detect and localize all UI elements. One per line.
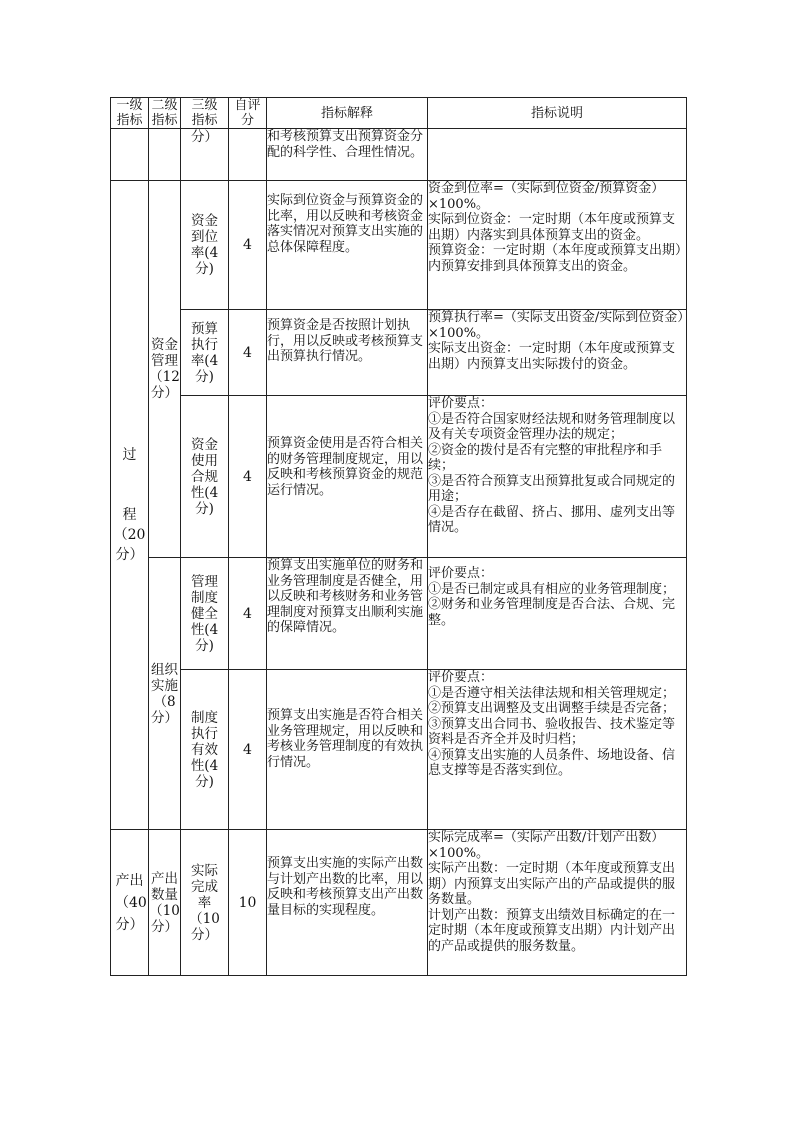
table-row: [111, 310, 687, 396]
table-row: [111, 558, 687, 670]
table-row: [111, 830, 687, 976]
table-row: [111, 396, 687, 558]
cell-explain: 预算支出实施是否符合相关业务管理规定，用以反映和考核业务管理制度的有效执行情况。: [267, 670, 428, 830]
cell-level3: 资金 使用 合规 性(4 分): [181, 396, 229, 558]
cell-score: 4: [229, 396, 267, 558]
cell-desc: 实际完成率=（实际产出数/计划产出数）×100%。 实际产出数：一定时期（本年度或预算支出期）内预算支出实际产出的产品或提供的服务数量。 计划产出数：预算支出绩效目标确定的在一定时期（本年度或预算支出期）内计划产出的产品或提供的服务数量。: [428, 830, 687, 976]
header-level2: 二级 指标: [149, 98, 181, 129]
cell-level3: 管理 制度 健全 性(4 分): [181, 558, 229, 670]
evaluation-table: [110, 97, 687, 976]
cell-score: 4: [229, 181, 267, 310]
cell-empty: [149, 129, 181, 181]
cell-level1-process: 过 程 （20 分）: [111, 181, 149, 830]
cell-level3: 分）: [181, 129, 229, 181]
table-row: [111, 181, 687, 310]
header-row: [111, 98, 687, 129]
cell-explain: 和考核预算支出预算资金分配的科学性、合理性情况。: [267, 129, 428, 181]
header-level3: 三级 指标: [181, 98, 229, 129]
cell-score: 4: [229, 670, 267, 830]
cell-explain: 实际到位资金与预算资金的比率，用以反映和考核资金落实情况对预算支出实施的总体保障程度。: [267, 181, 428, 310]
table-row: [111, 129, 687, 181]
cell-explain: 预算支出实施的实际产出数与计划产出数的比率，用以反映和考核预算支出产出数量目标的实现程度。: [267, 830, 428, 976]
header-level1: 一级 指标: [111, 98, 149, 129]
cell-desc: 评价要点： ①是否符合国家财经法规和财务管理制度以及有关专项资金管理办法的规定； ②资金的拨付是否有完整的审批程序和手续； ③是否符合预算支出预算批复或合同规定的用途； ④是否存在截留、挤占、挪用、虚列支出等情况。: [428, 396, 687, 558]
header-desc: 指标说明: [428, 98, 687, 129]
cell-score: 10: [229, 830, 267, 976]
cell-desc: 预算执行率=（实际支出资金/实际到位资金）×100%。 实际支出资金：一定时期（本年度或预算支出期）内预算支出实际拨付的资金。: [428, 310, 687, 396]
cell-level3: 资金 到位 率(4 分): [181, 181, 229, 310]
cell-explain: 预算资金是否按照计划执行，用以反映或考核预算支出预算执行情况。: [267, 310, 428, 396]
cell-explain: 预算支出实施单位的财务和业务管理制度是否健全，用以反映和考核财务和业务管理制度对预算支出顺利实施的保障情况。: [267, 558, 428, 670]
table-row: [111, 670, 687, 830]
cell-level3: 制度 执行 有效 性(4 分): [181, 670, 229, 830]
cell-level2-fund-mgmt: 资金 管理 （12 分）: [149, 181, 181, 558]
cell-level3: 预算 执行 率(4 分): [181, 310, 229, 396]
header-score: 自评 分: [229, 98, 267, 129]
cell-level3: 实际 完成 率 （10 分）: [181, 830, 229, 976]
header-explain: 指标解释: [267, 98, 428, 129]
cell-empty: [111, 129, 149, 181]
cell-score: 4: [229, 310, 267, 396]
cell-desc: 评价要点： ①是否遵守相关法律法规和相关管理规定； ②预算支出调整及支出调整手续是否完备； ③预算支出合同书、验收报告、技术鉴定等资料是否齐全并及时归档； ④预算支出实施的人员条件、场地设备、信息支撑等是否落实到位。: [428, 670, 687, 830]
cell-explain: 预算资金使用是否符合相关的财务管理制度规定，用以反映和考核预算资金的规范运行情况。: [267, 396, 428, 558]
cell-level1-output: 产出（40 分）: [111, 830, 149, 976]
cell-level2-output: 产出 数量 （10 分）: [149, 830, 181, 976]
cell-desc: 资金到位率=（实际到位资金/预算资金）×100%。 实际到位资金：一定时期（本年度或预算支出期）内落实到具体预算支出的资金。 预算资金：一定时期（本年度或预算支出期）内预算安排到具体预算支出的资金。: [428, 181, 687, 310]
cell-level2-org-impl: 组织 实施 （8 分）: [149, 558, 181, 830]
cell-score: 4: [229, 558, 267, 670]
cell-desc: 评价要点： ①是否已制定或具有相应的业务管理制度； ②财务和业务管理制度是否合法、合规、完整。: [428, 558, 687, 670]
cell-empty: [229, 129, 267, 181]
cell-desc: [428, 129, 687, 181]
